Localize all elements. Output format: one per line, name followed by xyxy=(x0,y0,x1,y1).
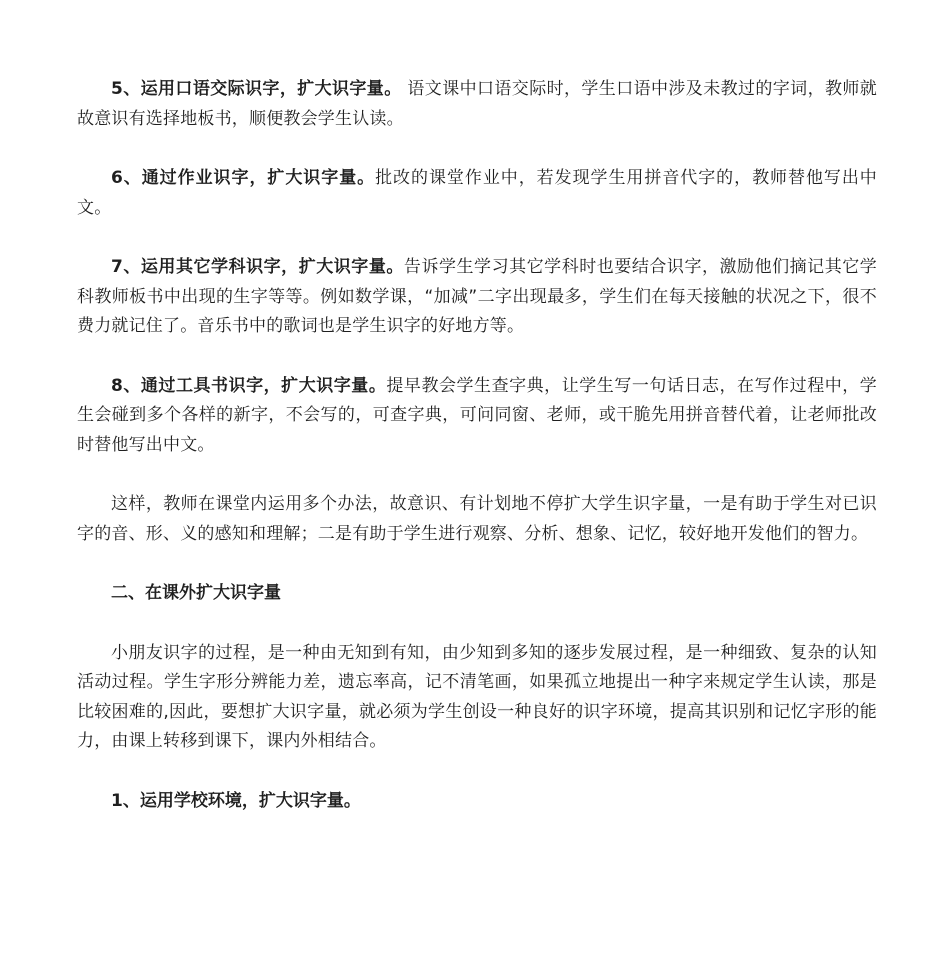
sub-heading: 1、运用学校环境，扩大识字量。 xyxy=(111,790,361,811)
paragraph-text: 小朋友识字的过程，是一种由无知到有知，由少知到多知的逐步发展过程，是一种细致、复杂的认知活动过程。学生字形分辨能力差，遗忘率高，记不清笔画，如果孤立地提出一种字来规定学生认读，那是比较困难的,因此，要想扩大识字量，就必须为学生创设一种良好的识字环境，提高其识别和记忆字形的能力，由课上转移到课下，课内外相结合。 xyxy=(77,642,877,751)
paragraph-lead: 6、通过作业识字，扩大识字量。 xyxy=(111,168,376,188)
paragraph-oral-communication xyxy=(77,75,877,134)
paragraph-homework xyxy=(77,164,877,223)
paragraph-lead: 5、运用口语交际识字，扩大识字量。 xyxy=(111,79,402,99)
paragraph-summary xyxy=(77,490,877,549)
document-body xyxy=(77,75,877,846)
paragraph-other-subjects xyxy=(77,253,877,342)
paragraph-lead: 8、通过工具书识字，扩大识字量。 xyxy=(111,375,387,396)
paragraph-reference-books xyxy=(77,372,877,461)
paragraph-text: 提早教会学生查字典，让学生写一句话日志，在写作过程中，学生会碰到多个各样的新字，不会写的，可查字典，可问同窗、老师，或干脆先用拼音替代着，让老师批改时替他写出中文。 xyxy=(77,375,877,455)
section-heading: 二、在课外扩大识字量 xyxy=(111,583,281,603)
paragraph-lead: 7、运用其它学科识字，扩大识字量。 xyxy=(111,257,404,277)
paragraph-text: 告诉学生学习其它学科时也要结合识字，激励他们摘记其它学科教师板书中出现的生字等等。例如数学课，“加减”二字出现最多，学生们在每天接触的状况之下，很不费力就记住了。音乐书中的歌词也是学生识字的好地方等。 xyxy=(77,257,877,336)
paragraph-text: 语文课中口语交际时，学生口语中涉及未教过的字词，教师就故意识有选择地板书，顺便教会学生认读。 xyxy=(77,79,877,129)
paragraph-text: 批改的课堂作业中，若发现学生用拼音代字的，教师替他写出中文。 xyxy=(77,168,877,218)
paragraph-text: 这样，教师在课堂内运用多个办法，故意识、有计划地不停扩大学生识字量，一是有助于学生对已识字的音、形、义的感知和理解；二是有助于学生进行观察、分析、想象、记忆，较好地开发他们的智力。 xyxy=(77,494,877,544)
paragraph-section-intro xyxy=(77,639,877,757)
